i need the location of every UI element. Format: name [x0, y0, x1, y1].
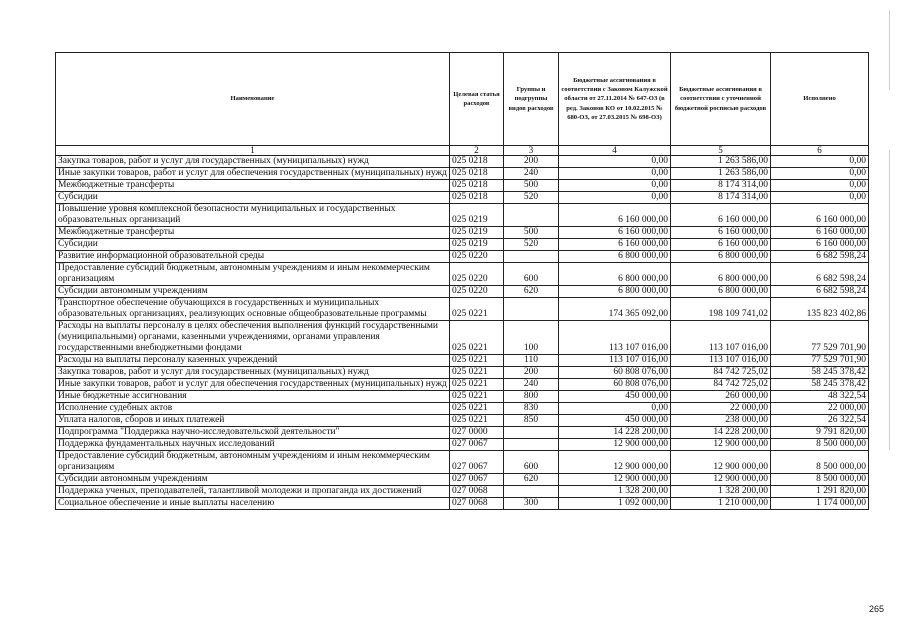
row-refined-amount: 12 900 000,00	[671, 474, 771, 486]
row-group-code: 600	[504, 263, 559, 286]
row-group-code: 520	[504, 239, 559, 251]
row-group-code: 830	[504, 403, 559, 415]
row-law-amount: 6 800 000,00	[559, 251, 671, 263]
row-target-code: 025 0218	[450, 192, 504, 204]
column-number: 3	[504, 146, 559, 156]
row-group-code	[504, 427, 559, 439]
row-executed-amount: 58 245 378,42	[771, 367, 869, 379]
row-name: Предоставление субсидий бюджетным, автономным учреждениям и иным некоммерческим организациям	[56, 263, 450, 286]
row-refined-amount: 84 742 725,02	[671, 379, 771, 391]
row-refined-amount: 8 174 314,00	[671, 192, 771, 204]
column-number: 5	[671, 146, 771, 156]
table-row	[56, 321, 869, 355]
row-target-code: 025 0221	[450, 298, 504, 321]
row-target-code: 025 0220	[450, 251, 504, 263]
row-executed-amount: 9 791 820,00	[771, 427, 869, 439]
row-name: Повышение уровня комплексной безопасности муниципальных и государственных образовательных организаций	[56, 204, 450, 227]
row-executed-amount: 0,00	[771, 192, 869, 204]
row-refined-amount: 12 900 000,00	[671, 439, 771, 451]
column-number: 2	[450, 146, 504, 156]
row-law-amount: 12 900 000,00	[559, 474, 671, 486]
budget-table	[55, 52, 869, 510]
row-target-code: 025 0220	[450, 286, 504, 298]
row-target-code: 025 0221	[450, 379, 504, 391]
row-name: Субсидии	[56, 239, 450, 251]
row-name: Транспортное обеспечение обучающихся в государственных и муниципальных образовательных организациях, реализующих основные общеобразовательные программы	[56, 298, 450, 321]
row-target-code: 025 0219	[450, 204, 504, 227]
row-target-code: 025 0221	[450, 321, 504, 355]
row-executed-amount: 26 322,54	[771, 415, 869, 427]
row-target-code: 027 0068	[450, 498, 504, 510]
table-row	[56, 427, 869, 439]
row-group-code: 620	[504, 474, 559, 486]
row-law-amount: 450 000,00	[559, 415, 671, 427]
row-executed-amount: 6 682 598,24	[771, 251, 869, 263]
row-name: Иные закупки товаров, работ и услуг для обеспечения государственных (муниципальных) нужд	[56, 168, 450, 180]
row-executed-amount: 8 500 000,00	[771, 474, 869, 486]
row-executed-amount: 8 500 000,00	[771, 439, 869, 451]
row-executed-amount: 0,00	[771, 168, 869, 180]
row-law-amount: 113 107 016,00	[559, 355, 671, 367]
row-target-code: 027 0067	[450, 439, 504, 451]
row-executed-amount: 135 823 402,86	[771, 298, 869, 321]
row-law-amount: 0,00	[559, 168, 671, 180]
row-executed-amount: 1 291 820,00	[771, 486, 869, 498]
table-row	[56, 355, 869, 367]
row-law-amount: 6 160 000,00	[559, 239, 671, 251]
row-executed-amount: 6 160 000,00	[771, 239, 869, 251]
column-number: 4	[559, 146, 671, 156]
row-refined-amount: 6 800 000,00	[671, 286, 771, 298]
row-group-code	[504, 486, 559, 498]
row-refined-amount: 12 900 000,00	[671, 451, 771, 474]
row-refined-amount: 113 107 016,00	[671, 321, 771, 355]
row-law-amount: 6 160 000,00	[559, 204, 671, 227]
row-group-code: 800	[504, 391, 559, 403]
header-expense-groups: Группы и подгруппы видов расходов	[504, 53, 559, 146]
table-row	[56, 263, 869, 286]
row-group-code: 520	[504, 192, 559, 204]
page-number: 265	[869, 604, 885, 614]
column-number: 6	[771, 146, 869, 156]
row-target-code: 025 0219	[450, 227, 504, 239]
row-refined-amount: 238 000,00	[671, 415, 771, 427]
row-refined-amount: 1 210 000,00	[671, 498, 771, 510]
table-row	[56, 439, 869, 451]
row-group-code: 500	[504, 180, 559, 192]
table-row	[56, 227, 869, 239]
row-group-code: 240	[504, 168, 559, 180]
row-executed-amount: 6 682 598,24	[771, 286, 869, 298]
row-name: Подпрограмма "Поддержка научно-исследовательской деятельности"	[56, 427, 450, 439]
row-law-amount: 1 328 200,00	[559, 486, 671, 498]
row-name: Расходы на выплаты персоналу казенных учреждений	[56, 355, 450, 367]
row-law-amount: 450 000,00	[559, 391, 671, 403]
row-law-amount: 0,00	[559, 192, 671, 204]
row-target-code: 025 0221	[450, 415, 504, 427]
table-row	[56, 192, 869, 204]
row-group-code: 100	[504, 321, 559, 355]
row-name: Межбюджетные трансферты	[56, 227, 450, 239]
table-row	[56, 298, 869, 321]
row-executed-amount: 0,00	[771, 156, 869, 168]
row-group-code: 500	[504, 227, 559, 239]
row-refined-amount: 6 160 000,00	[671, 204, 771, 227]
row-group-code: 600	[504, 451, 559, 474]
table-row	[56, 168, 869, 180]
row-refined-amount: 22 000,00	[671, 403, 771, 415]
row-law-amount: 12 900 000,00	[559, 451, 671, 474]
row-refined-amount: 198 109 741,02	[671, 298, 771, 321]
column-number-row	[56, 146, 869, 156]
table-row	[56, 486, 869, 498]
row-law-amount: 6 800 000,00	[559, 263, 671, 286]
row-law-amount: 6 160 000,00	[559, 227, 671, 239]
row-target-code: 027 0068	[450, 486, 504, 498]
row-name: Субсидии автономным учреждениям	[56, 286, 450, 298]
row-executed-amount: 0,00	[771, 180, 869, 192]
row-law-amount: 14 228 200,00	[559, 427, 671, 439]
row-target-code: 025 0218	[450, 168, 504, 180]
row-executed-amount: 6 160 000,00	[771, 227, 869, 239]
budget-table-sheet	[55, 52, 868, 510]
row-refined-amount: 1 263 586,00	[671, 156, 771, 168]
row-group-code: 200	[504, 156, 559, 168]
row-target-code: 025 0221	[450, 355, 504, 367]
row-law-amount: 174 365 092,00	[559, 298, 671, 321]
row-group-code	[504, 204, 559, 227]
row-refined-amount: 260 000,00	[671, 391, 771, 403]
row-law-amount: 60 808 076,00	[559, 379, 671, 391]
row-refined-amount: 8 174 314,00	[671, 180, 771, 192]
table-row	[56, 180, 869, 192]
row-group-code	[504, 251, 559, 263]
row-executed-amount: 77 529 701,90	[771, 321, 869, 355]
table-row	[56, 403, 869, 415]
row-executed-amount: 1 174 000,00	[771, 498, 869, 510]
row-law-amount: 0,00	[559, 156, 671, 168]
row-name: Поддержка фундаментальных научных исследований	[56, 439, 450, 451]
table-row	[56, 367, 869, 379]
row-name: Субсидии	[56, 192, 450, 204]
row-law-amount: 0,00	[559, 180, 671, 192]
row-target-code: 025 0221	[450, 367, 504, 379]
header-target-article: Целевая статья расходов	[450, 53, 504, 146]
row-refined-amount: 6 160 000,00	[671, 239, 771, 251]
row-executed-amount: 77 529 701,90	[771, 355, 869, 367]
header-row	[56, 53, 869, 146]
table-row	[56, 286, 869, 298]
row-target-code: 025 0220	[450, 263, 504, 286]
row-group-code: 300	[504, 498, 559, 510]
row-name: Иные закупки товаров, работ и услуг для обеспечения государственных (муниципальных) нужд	[56, 379, 450, 391]
row-name: Социальное обеспечение и иные выплаты населению	[56, 498, 450, 510]
row-law-amount: 12 900 000,00	[559, 439, 671, 451]
row-law-amount: 1 092 000,00	[559, 498, 671, 510]
row-law-amount: 6 800 000,00	[559, 286, 671, 298]
column-number: 1	[56, 146, 450, 156]
row-group-code: 200	[504, 367, 559, 379]
scan-edge-line	[889, 150, 890, 450]
row-executed-amount: 8 500 000,00	[771, 451, 869, 474]
row-group-code: 110	[504, 355, 559, 367]
row-group-code: 620	[504, 286, 559, 298]
row-law-amount: 113 107 016,00	[559, 321, 671, 355]
row-target-code: 027 0000	[450, 427, 504, 439]
row-refined-amount: 6 160 000,00	[671, 227, 771, 239]
row-target-code: 025 0218	[450, 180, 504, 192]
table-row	[56, 379, 869, 391]
row-group-code	[504, 439, 559, 451]
table-row	[56, 204, 869, 227]
row-group-code: 850	[504, 415, 559, 427]
header-refined-allocations: Бюджетные ассигнования в соответствии с уточненной бюджетной росписью расходов	[671, 53, 771, 146]
row-refined-amount: 14 228 200,00	[671, 427, 771, 439]
table-row	[56, 239, 869, 251]
table-row	[56, 474, 869, 486]
row-law-amount: 0,00	[559, 403, 671, 415]
table-row	[56, 156, 869, 168]
row-executed-amount: 22 000,00	[771, 403, 869, 415]
row-name: Межбюджетные трансферты	[56, 180, 450, 192]
row-refined-amount: 1 328 200,00	[671, 486, 771, 498]
row-refined-amount: 6 800 000,00	[671, 263, 771, 286]
row-name: Уплата налогов, сборов и иных платежей	[56, 415, 450, 427]
row-name: Иные бюджетные ассигнования	[56, 391, 450, 403]
row-group-code: 240	[504, 379, 559, 391]
header-executed: Исполнено	[771, 53, 869, 146]
row-name: Закупка товаров, работ и услуг для государственных (муниципальных) нужд	[56, 156, 450, 168]
row-name: Расходы на выплаты персоналу в целях обеспечения выполнения функций государственными (муниципальными) органами, казенными учреждениями, органами управления государственными внебюджетными фондами	[56, 321, 450, 355]
row-target-code: 025 0221	[450, 391, 504, 403]
row-refined-amount: 1 263 586,00	[671, 168, 771, 180]
row-executed-amount: 6 682 598,24	[771, 263, 869, 286]
row-executed-amount: 48 322,54	[771, 391, 869, 403]
table-row	[56, 391, 869, 403]
header-name: Наименование	[56, 53, 450, 146]
row-name: Исполнение судебных актов	[56, 403, 450, 415]
table-body	[56, 156, 869, 510]
scan-edge-line	[889, 10, 890, 90]
table-row	[56, 451, 869, 474]
row-name: Субсидии автономным учреждениям	[56, 474, 450, 486]
table-row	[56, 498, 869, 510]
row-name: Развитие информационной образовательной среды	[56, 251, 450, 263]
row-name: Предоставление субсидий бюджетным, автономным учреждениям и иным некоммерческим организациям	[56, 451, 450, 474]
row-name: Закупка товаров, работ и услуг для государственных (муниципальных) нужд	[56, 367, 450, 379]
row-target-code: 025 0221	[450, 403, 504, 415]
row-executed-amount: 6 160 000,00	[771, 204, 869, 227]
row-refined-amount: 113 107 016,00	[671, 355, 771, 367]
row-target-code: 025 0218	[450, 156, 504, 168]
row-group-code	[504, 298, 559, 321]
row-target-code: 025 0219	[450, 239, 504, 251]
row-law-amount: 60 808 076,00	[559, 367, 671, 379]
row-refined-amount: 6 800 000,00	[671, 251, 771, 263]
row-refined-amount: 84 742 725,02	[671, 367, 771, 379]
header-law-allocations: Бюджетные ассигнования в соответствии с Законом Калужской области от 27.11.2014 № 647-ОЗ (в ред. Законов КО от 10.02.2015 № 680-ОЗ, от 27.03.2015 № 698-ОЗ)	[559, 53, 671, 146]
table-row	[56, 251, 869, 263]
table-row	[56, 415, 869, 427]
row-name: Поддержка ученых, преподавателей, талантливой молодежи и пропаганда их достижений	[56, 486, 450, 498]
row-executed-amount: 58 245 378,42	[771, 379, 869, 391]
row-target-code: 027 0067	[450, 474, 504, 486]
row-target-code: 027 0067	[450, 451, 504, 474]
